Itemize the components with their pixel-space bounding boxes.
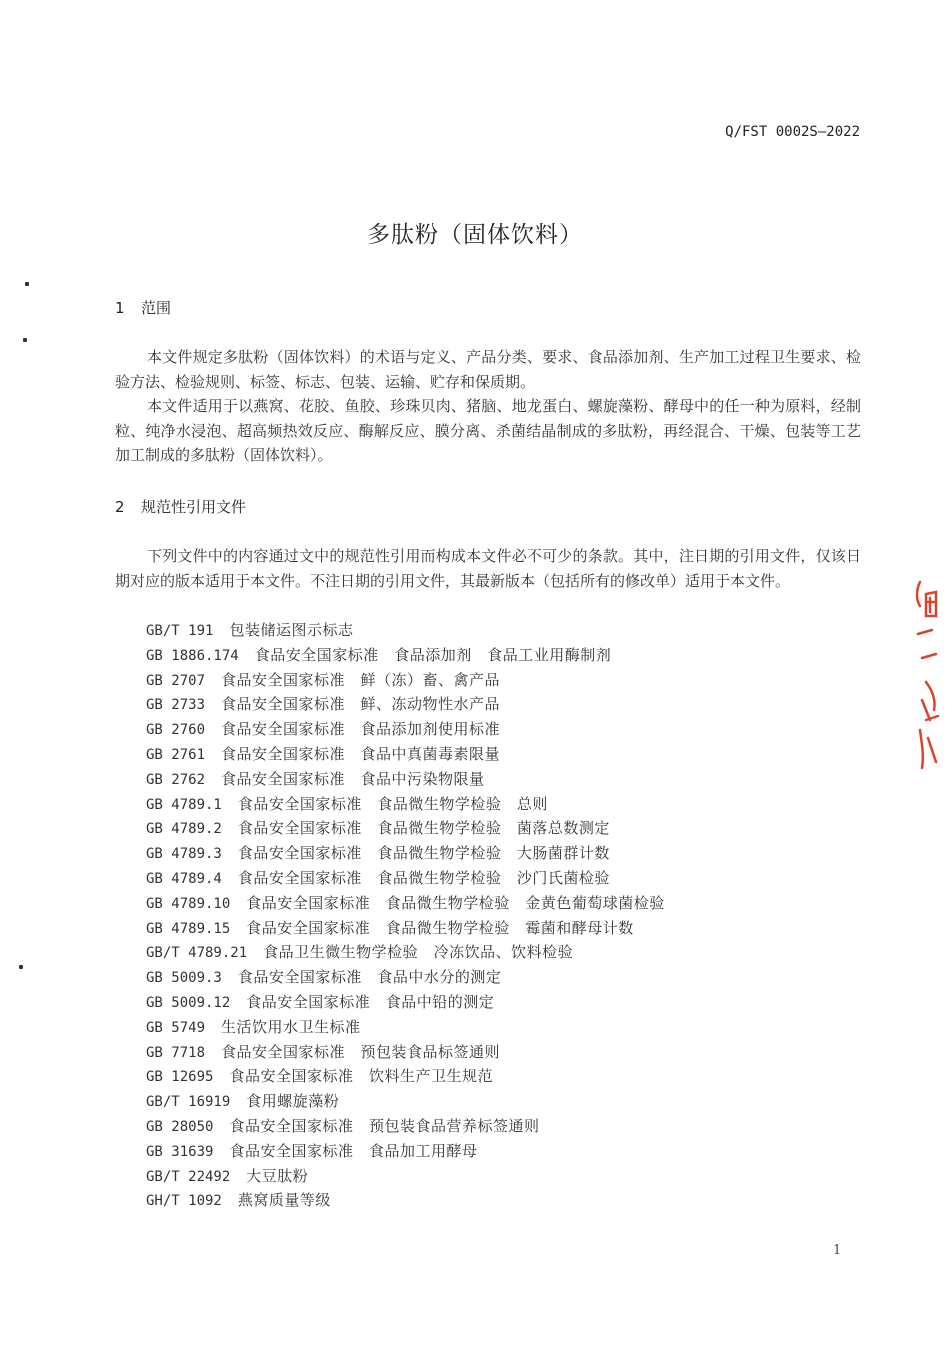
reference-code: GB 2707: [146, 672, 206, 689]
section-1-number: 1: [115, 299, 125, 317]
reference-title: 食品安全国家标准 食品加工用酵母: [229, 1141, 478, 1160]
section-2-heading: [115, 496, 246, 517]
reference-title: 生活饮用水卫生标准: [221, 1017, 361, 1036]
document-title: 多肽粉（固体饮料）: [367, 222, 583, 248]
scan-mark: [19, 965, 23, 969]
reference-code: GB 12695: [146, 1069, 214, 1086]
reference-item: [146, 990, 665, 1015]
reference-item: [146, 1164, 665, 1189]
reference-title: 燕窝质量等级: [237, 1191, 331, 1210]
reference-item: [146, 767, 665, 792]
reference-code: GB 5749: [146, 1019, 206, 1036]
reference-item: [146, 618, 665, 643]
reference-code: GB 5009.12: [146, 994, 231, 1011]
reference-item: [146, 891, 665, 916]
reference-code: GB 4789.10: [146, 895, 231, 912]
reference-title: 食品安全国家标准 食品微生物学检验 金黄色葡萄球菌检验: [246, 893, 665, 912]
reference-title: 食品安全国家标准 鲜、冻动物性水产品: [221, 695, 501, 714]
reference-code: GB 4789.15: [146, 920, 231, 937]
section-1-paragraph-2: 本文件适用于以燕窝、花胶、鱼胶、珍珠贝肉、猪脑、地龙蛋白、螺旋藻粉、酵母中的任一种为原料，经制粒、纯净水浸泡、超高频热效反应、酶解反应、膜分离、杀菌结晶制成的多肽粉，再经混合、干燥、包装等工艺加工制成的多肽粉（固体饮料）。: [115, 397, 861, 464]
reference-title: 食品安全国家标准 食品中水分的测定: [237, 968, 502, 987]
document-code: Q/FST 0002S—2022: [725, 124, 860, 140]
reference-title: 大豆肽粉: [246, 1166, 309, 1185]
reference-code: GB/T 16919: [146, 1094, 231, 1111]
reference-title: 食品卫生微生物学检验 冷冻饮品、饮料检验: [263, 943, 574, 962]
reference-title: 食品安全国家标准 预包装食品营养标签通则: [229, 1116, 540, 1135]
section-2-title: 规范性引用文件: [141, 498, 247, 516]
reference-code: GB/T 191: [146, 623, 214, 639]
reference-item: [146, 692, 665, 717]
section-2-number: 2: [115, 498, 125, 516]
reference-code: GH/T 1092: [146, 1193, 222, 1210]
reference-title: 食品安全国家标准 食品中污染物限量: [221, 769, 485, 788]
reference-code: GB/T 4789.21: [146, 945, 248, 962]
reference-code: GB 4789.4: [146, 870, 222, 887]
reference-code: GB 4789.3: [146, 846, 222, 863]
section-2-paragraph: 下列文件中的内容通过文中的规范性引用而构成本文件必不可少的条款。其中，注日期的引用文件，仅该日期对应的版本适用于本文件。不注日期的引用文件，其最新版本（包括所有的修改单）适用于本文件。: [115, 547, 861, 590]
page-number: 1: [833, 1243, 842, 1258]
reference-code: GB 28050: [146, 1118, 214, 1135]
reference-code: GB 2761: [146, 746, 206, 763]
reference-item: [146, 841, 665, 866]
reference-item: [146, 940, 665, 965]
reference-title: 食品安全国家标准 食品添加剂 食品工业用酶制剂: [254, 645, 612, 664]
reference-code: GB 4789.2: [146, 821, 222, 838]
reference-title: 食品安全国家标准 饮料生产卫生规范: [229, 1067, 493, 1086]
reference-item: [146, 1089, 665, 1114]
reference-item: [146, 742, 665, 767]
reference-code: GB/T 22492: [146, 1168, 231, 1185]
reference-code: GB 4789.1: [146, 796, 222, 813]
reference-item: [146, 1188, 665, 1213]
reference-title: 食品安全国家标准 食品中真菌毒素限量: [221, 744, 501, 763]
reference-title: 食品安全国家标准 食品添加剂使用标准: [221, 720, 501, 739]
seal-stamp-fragment: [912, 570, 946, 770]
reference-code: GB 2733: [146, 697, 206, 714]
reference-title: 食品安全国家标准 食品中铅的测定: [246, 992, 495, 1011]
reference-title: 食品安全国家标准 食品微生物学检验 总则: [237, 794, 548, 813]
reference-item: [146, 1040, 665, 1065]
reference-item: [146, 965, 665, 990]
section-1-paragraph-1: 本文件规定多肽粉（固体饮料）的术语与定义、产品分类、要求、食品添加剂、生产加工过程卫生要求、检验方法、检验规则、标签、标志、包装、运输、贮存和保质期。: [115, 348, 861, 391]
reference-item: [146, 1064, 665, 1089]
reference-title: 食品安全国家标准 食品微生物学检验 大肠菌群计数: [237, 844, 610, 863]
reference-item: [146, 792, 665, 817]
reference-code: GB 31639: [146, 1143, 214, 1160]
reference-code: GB 2762: [146, 771, 206, 788]
reference-item: [146, 643, 665, 668]
reference-item: [146, 916, 665, 941]
reference-list: [146, 618, 665, 1213]
reference-title: 食品安全国家标准 食品微生物学检验 沙门氏菌检验: [237, 868, 610, 887]
reference-title: 食品安全国家标准 食品微生物学检验 霉菌和酵母计数: [246, 918, 634, 937]
reference-code: GB 5009.3: [146, 970, 222, 987]
reference-item: [146, 866, 665, 891]
reference-code: GB 2760: [146, 722, 206, 739]
reference-item: [146, 717, 665, 742]
reference-item: [146, 668, 665, 693]
scan-mark: [23, 338, 27, 342]
reference-code: GB 7718: [146, 1044, 206, 1061]
reference-item: [146, 1015, 665, 1040]
scan-mark: [25, 282, 29, 286]
reference-title: 食用螺旋藻粉: [246, 1092, 340, 1111]
reference-title: 包装储运图示标志: [229, 621, 354, 639]
reference-title: 食品安全国家标准 预包装食品标签通则: [221, 1042, 501, 1061]
reference-code: GB 1886.174: [146, 647, 239, 664]
reference-item: [146, 816, 665, 841]
reference-title: 食品安全国家标准 食品微生物学检验 菌落总数测定: [237, 819, 610, 838]
reference-item: [146, 1139, 665, 1164]
section-1-title: 范围: [141, 299, 172, 317]
reference-item: [146, 1114, 665, 1139]
section-1-heading: [115, 297, 171, 318]
reference-title: 食品安全国家标准 鲜（冻）畜、禽产品: [221, 670, 501, 689]
